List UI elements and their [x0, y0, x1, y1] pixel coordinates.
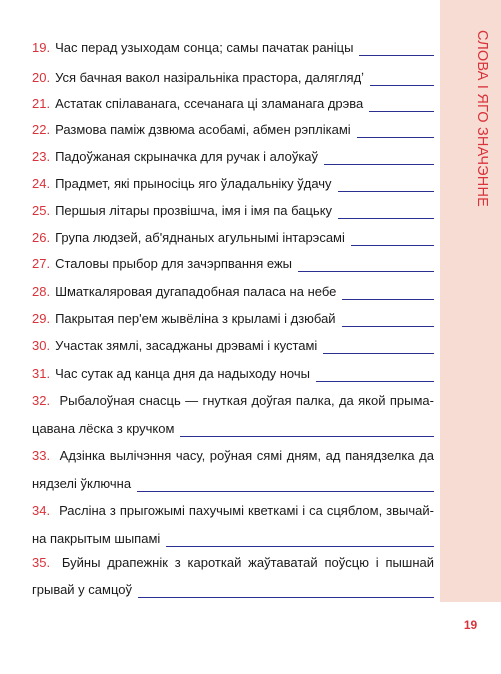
exercise-item [32, 230, 434, 246]
exercise-item [32, 203, 434, 219]
exercise-row [32, 256, 434, 272]
exercise-row [32, 122, 434, 138]
exercise-item [32, 70, 434, 86]
exercise-row [32, 531, 434, 547]
exercise-row [32, 555, 434, 571]
answer-line[interactable] [180, 425, 434, 437]
exercise-row [32, 582, 434, 598]
exercise-number: 34. [32, 503, 51, 518]
answer-line[interactable] [338, 207, 434, 219]
exercise-row [32, 40, 434, 56]
answer-line[interactable] [324, 153, 434, 165]
exercise-item [32, 149, 434, 165]
exercise-item [32, 393, 434, 436]
exercise-text: Шматкаляровая дугападобная паласа на небе [55, 284, 337, 299]
exercise-number: 33. [32, 448, 51, 463]
exercise-item [32, 338, 434, 354]
answer-line[interactable] [298, 260, 434, 272]
exercise-item [32, 311, 434, 327]
exercise-number: 24. [32, 176, 51, 191]
exercise-row [32, 311, 434, 327]
exercise-row [32, 338, 434, 354]
exercise-item [32, 284, 434, 300]
exercise-item [32, 256, 434, 272]
exercise-item [32, 555, 434, 597]
exercise-item [32, 503, 434, 546]
exercise-number: 21. [32, 96, 51, 111]
exercise-text: Прадмет, які прыносіць яго ўладальніку ўдачу [55, 176, 332, 191]
exercise-row [32, 284, 434, 300]
exercise-number: 26. [32, 230, 51, 245]
section-title: СЛОВА І ЯГО ЗНАЧЭННЕ [474, 30, 490, 208]
exercise-text: Размова паміж дзвюма асобамі, абмен рэплікамі [55, 122, 351, 137]
answer-line[interactable] [359, 44, 434, 56]
exercise-text: Час сутак ад канца дня да надыходу ночы [55, 366, 310, 381]
exercise-item [32, 366, 434, 382]
exercise-row [32, 203, 434, 219]
exercise-row [32, 230, 434, 246]
exercise-number: 32. [32, 393, 51, 408]
exercise-number: 27. [32, 256, 51, 271]
exercise-text: Уся бачная вакол назіральніка прастора, даляглядʼ [55, 70, 365, 85]
exercise-text: на пакрытым шыпамі [32, 531, 161, 546]
answer-line[interactable] [357, 126, 434, 138]
answer-line[interactable] [338, 180, 434, 192]
exercise-number: 28. [32, 284, 51, 299]
exercise-text: Астатак спілаванага, ссечанага ці зламанага дрэва [55, 96, 364, 111]
answer-line[interactable] [370, 74, 434, 86]
exercise-text: Сталовы прыбор для зачэрпвання ежы [55, 256, 292, 271]
exercise-text: Пакрытая пер'ем жывёліна з крыламі і дзюбай [55, 311, 336, 326]
answer-line[interactable] [323, 342, 434, 354]
exercise-text: Час перад узыходам сонца; самы пачатак раніцы [55, 40, 354, 55]
exercise-number: 22. [32, 122, 51, 137]
exercise-number: 25. [32, 203, 51, 218]
exercise-item [32, 448, 434, 491]
exercise-number: 30. [32, 338, 51, 353]
exercise-row [32, 503, 434, 519]
exercise-number: 19. [32, 40, 51, 55]
exercise-text: Адзінка вылічэння часу, роўная сямі дням, ад панядзелка да [59, 448, 434, 463]
page-number: 19 [463, 618, 478, 632]
answer-line[interactable] [369, 100, 434, 112]
exercise-text: Расліна з прыгожымі пахучымі кветкамі і са сцяблом, звычай- [59, 503, 434, 518]
exercise-text: цавана лёска з кручком [32, 421, 175, 436]
answer-line[interactable] [342, 288, 434, 300]
exercise-number: 31. [32, 366, 51, 381]
exercise-text: Буйны драпежнік з кароткай жаўтаватай поўсцю і пышнай [61, 555, 434, 570]
exercise-number: 23. [32, 149, 51, 164]
exercise-number: 20. [32, 70, 51, 85]
exercise-row [32, 476, 434, 492]
answer-line[interactable] [316, 370, 434, 382]
exercise-text: Участак зямлі, засаджаны дрэвамі і кустамі [55, 338, 318, 353]
exercise-row [32, 448, 434, 464]
exercise-item [32, 40, 434, 56]
answer-line[interactable] [342, 315, 434, 327]
exercise-row [32, 176, 434, 192]
exercise-item [32, 176, 434, 192]
exercise-number: 29. [32, 311, 51, 326]
exercise-text: грывай у самцоў [32, 582, 132, 597]
answer-line[interactable] [137, 480, 434, 492]
exercise-number: 35. [32, 555, 51, 570]
exercise-item [32, 96, 434, 112]
answer-line[interactable] [351, 234, 434, 246]
exercise-text: Першыя літары прозвішча, імя і імя па бацьку [55, 203, 333, 218]
exercise-text: Падоўжаная скрыначка для ручак і алоўкаў [55, 149, 319, 164]
exercise-row [32, 96, 434, 112]
answer-line[interactable] [138, 586, 434, 598]
exercise-row [32, 70, 434, 86]
exercise-text: Рыбалоўная снасць — гнуткая доўгая палка, да якой прыма- [59, 393, 434, 408]
exercise-row [32, 421, 434, 437]
answer-line[interactable] [166, 535, 434, 547]
exercise-text: нядзелі ўключна [32, 476, 132, 491]
exercise-row [32, 366, 434, 382]
exercise-text: Група людзей, аб'яднаных агульнымі інтарэсамі [55, 230, 345, 245]
exercise-row [32, 393, 434, 409]
exercise-row [32, 149, 434, 165]
exercise-item [32, 122, 434, 138]
